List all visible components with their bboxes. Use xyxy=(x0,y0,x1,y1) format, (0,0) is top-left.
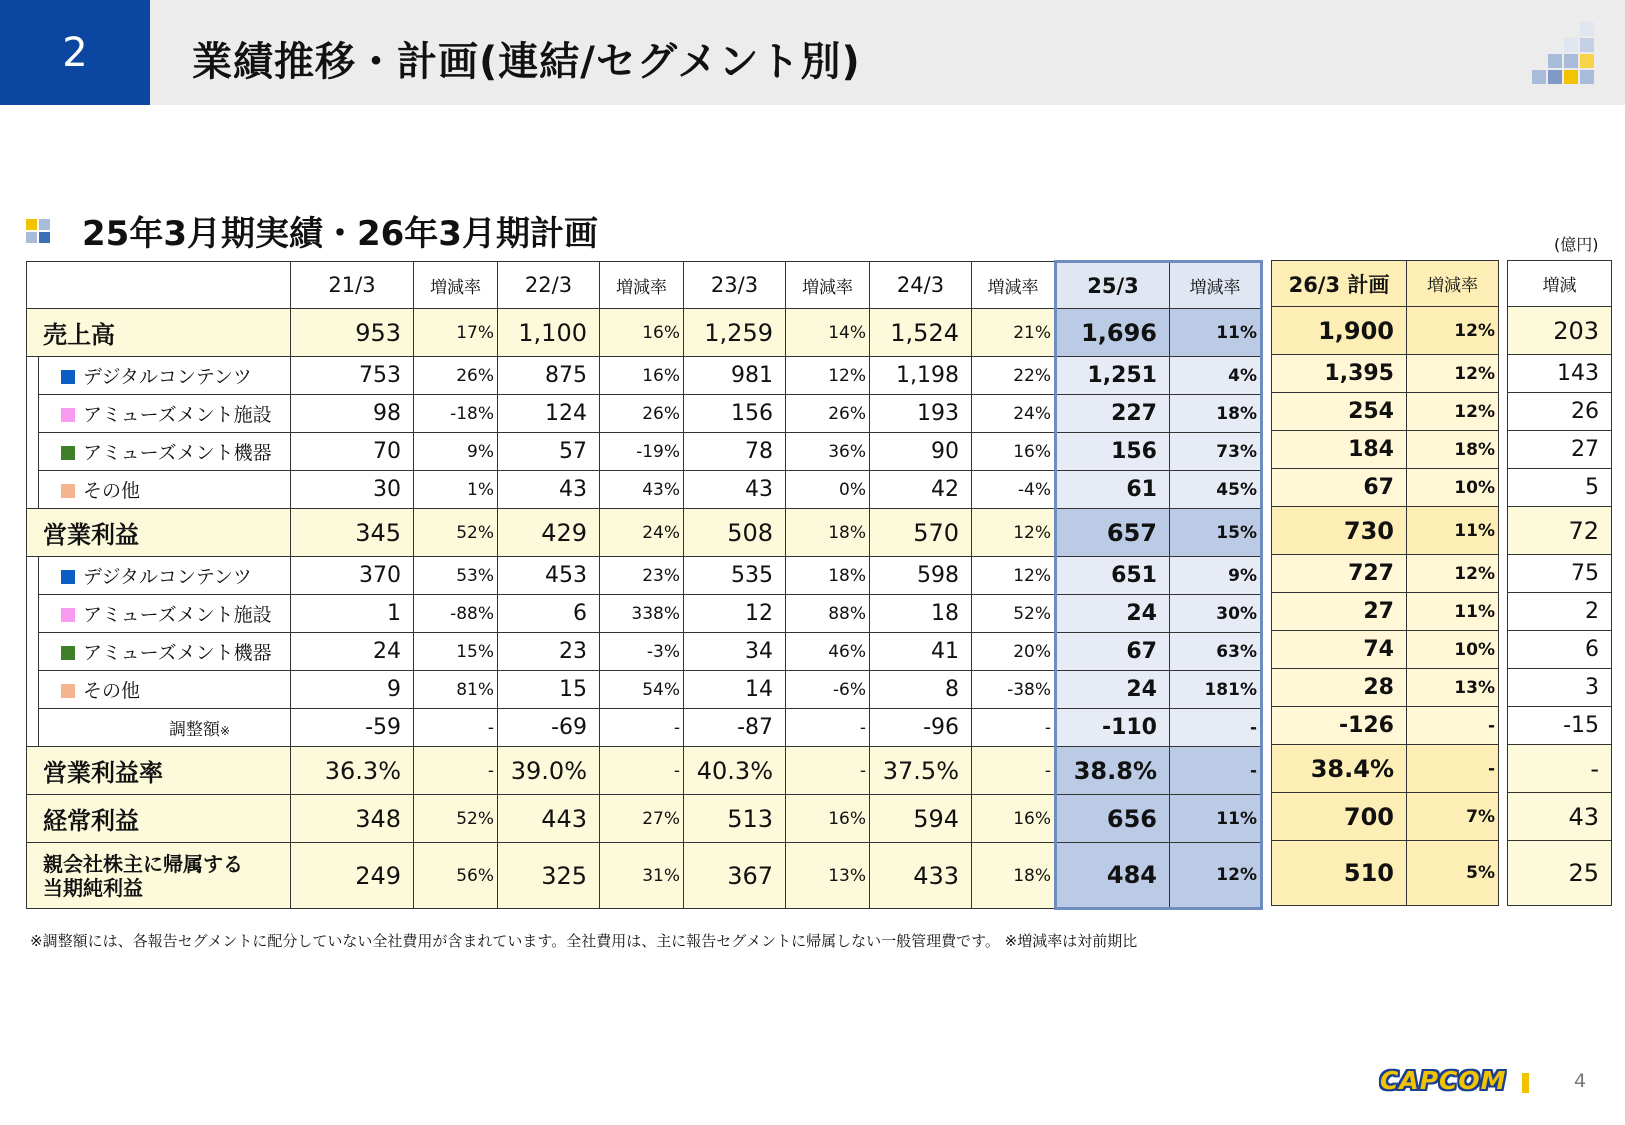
decorative-squares-icon xyxy=(1530,22,1598,92)
rate-cell: 46% xyxy=(786,633,870,671)
rate-cell: 20% xyxy=(972,633,1056,671)
value-cell: 1,198 xyxy=(870,357,972,395)
rate-cell: 15% xyxy=(1170,509,1262,557)
table-row xyxy=(1508,707,1612,745)
value-cell: -69 xyxy=(498,709,600,747)
table-row xyxy=(1508,431,1612,469)
rate-cell: 24% xyxy=(600,509,684,557)
rate-cell: 4% xyxy=(1170,357,1262,395)
table-row xyxy=(1508,393,1612,431)
row-label: その他 xyxy=(39,471,291,509)
value-cell: 249 xyxy=(291,843,414,909)
value-cell: 443 xyxy=(498,795,600,843)
table-row xyxy=(1272,355,1499,393)
segment-color-swatch xyxy=(61,408,75,422)
rate-cell: - xyxy=(786,709,870,747)
rate-cell: -18% xyxy=(414,395,498,433)
rate-cell: 26% xyxy=(600,395,684,433)
diff-cell: 5 xyxy=(1508,469,1612,507)
value-cell: 61 xyxy=(1056,471,1170,509)
table-row xyxy=(1272,707,1499,745)
value-cell: 484 xyxy=(1056,843,1170,909)
rate-cell: 73% xyxy=(1170,433,1262,471)
value-cell: 598 xyxy=(870,557,972,595)
col-header: 23/3 xyxy=(684,262,786,309)
segment-color-swatch xyxy=(61,646,75,660)
segment-color-swatch xyxy=(61,446,75,460)
table-row xyxy=(1272,593,1499,631)
value-cell: 753 xyxy=(291,357,414,395)
value-cell: 429 xyxy=(498,509,600,557)
table-row xyxy=(1272,793,1499,841)
diff-cell: 72 xyxy=(1508,507,1612,555)
value-cell: 41 xyxy=(870,633,972,671)
row-label: その他 xyxy=(39,671,291,709)
value-cell: 78 xyxy=(684,433,786,471)
rate-cell: 88% xyxy=(786,595,870,633)
rate-cell: 16% xyxy=(600,357,684,395)
value-cell: 43 xyxy=(498,471,600,509)
rate-cell: 16% xyxy=(600,309,684,357)
rate-cell: 18% xyxy=(972,843,1056,909)
rate-cell: 181% xyxy=(1170,671,1262,709)
value-cell: -110 xyxy=(1056,709,1170,747)
value-cell: 513 xyxy=(684,795,786,843)
rate-cell: 53% xyxy=(414,557,498,595)
rate-header: 増減率 xyxy=(1407,261,1499,307)
table-row xyxy=(1272,555,1499,593)
diff-table xyxy=(1507,260,1612,906)
value-cell: 453 xyxy=(498,557,600,595)
rate-cell: 81% xyxy=(414,671,498,709)
header-row xyxy=(27,262,1262,309)
row-label: 調整額※ xyxy=(39,709,291,747)
rate-header: 増減率 xyxy=(786,262,870,309)
table-row xyxy=(1508,669,1612,707)
value-cell: 1,524 xyxy=(870,309,972,357)
value-cell: 15 xyxy=(498,671,600,709)
diff-header: 増減 xyxy=(1508,261,1612,307)
value-cell: 23 xyxy=(498,633,600,671)
value-cell: 981 xyxy=(684,357,786,395)
rate-cell: 11% xyxy=(1170,795,1262,843)
plan-value-cell: 510 xyxy=(1272,841,1407,906)
value-cell: 98 xyxy=(291,395,414,433)
section-subtitle: 25年3月期実績・26年3月期計画 xyxy=(82,214,598,254)
rate-cell: - xyxy=(414,709,498,747)
rate-cell: 12% xyxy=(1170,843,1262,909)
value-cell: 38.8% xyxy=(1056,747,1170,795)
section-number: 2 xyxy=(0,0,150,105)
plan-value-cell: 1,900 xyxy=(1272,307,1407,355)
plan-value-cell: 67 xyxy=(1272,469,1407,507)
diff-cell: 75 xyxy=(1508,555,1612,593)
header-corner-cell xyxy=(27,262,291,309)
plan-value-cell: 254 xyxy=(1272,393,1407,431)
rate-cell: 16% xyxy=(972,795,1056,843)
segment-color-swatch xyxy=(61,370,75,384)
value-cell: 37.5% xyxy=(870,747,972,795)
table-row xyxy=(27,471,1262,509)
rate-cell: 16% xyxy=(786,795,870,843)
value-cell: 508 xyxy=(684,509,786,557)
plan-rate-cell: 12% xyxy=(1407,393,1499,431)
rate-cell: 52% xyxy=(414,509,498,557)
diff-cell: - xyxy=(1508,745,1612,793)
row-label: 親会社株主に帰属する 当期純利益 xyxy=(27,843,291,909)
plan-rate-cell: 7% xyxy=(1407,793,1499,841)
rate-cell: 23% xyxy=(600,557,684,595)
rate-cell: 0% xyxy=(786,471,870,509)
value-cell: 570 xyxy=(870,509,972,557)
value-cell: 40.3% xyxy=(684,747,786,795)
plan-table xyxy=(1271,260,1499,906)
rate-cell: 18% xyxy=(786,557,870,595)
value-cell: 370 xyxy=(291,557,414,595)
subtitle-squares-icon xyxy=(26,219,50,243)
table-row xyxy=(1272,393,1499,431)
value-cell: 24 xyxy=(1056,595,1170,633)
rate-cell: 31% xyxy=(600,843,684,909)
value-cell: 67 xyxy=(1056,633,1170,671)
rate-cell: 9% xyxy=(414,433,498,471)
table-row xyxy=(27,309,1262,357)
rate-cell: 15% xyxy=(414,633,498,671)
table-row xyxy=(27,395,1262,433)
value-cell: 14 xyxy=(684,671,786,709)
diff-cell: 26 xyxy=(1508,393,1612,431)
plan-value-cell: -126 xyxy=(1272,707,1407,745)
value-cell: 1,696 xyxy=(1056,309,1170,357)
page-title: 業績推移・計画(連結/セグメント別) xyxy=(192,39,861,85)
rate-cell: 338% xyxy=(600,595,684,633)
table-row xyxy=(1272,631,1499,669)
table-row xyxy=(1272,745,1499,793)
value-cell: 227 xyxy=(1056,395,1170,433)
col-header: 24/3 xyxy=(870,262,972,309)
diff-cell: 6 xyxy=(1508,631,1612,669)
results-table xyxy=(26,260,1263,910)
rate-cell: 52% xyxy=(972,595,1056,633)
value-cell: 345 xyxy=(291,509,414,557)
row-label: アミューズメント施設 xyxy=(39,595,291,633)
diff-cell: 143 xyxy=(1508,355,1612,393)
value-cell: -96 xyxy=(870,709,972,747)
table-row xyxy=(27,557,1262,595)
value-cell: 90 xyxy=(870,433,972,471)
plan-rate-cell: 10% xyxy=(1407,469,1499,507)
value-cell: 70 xyxy=(291,433,414,471)
value-cell: 39.0% xyxy=(498,747,600,795)
row-label: アミューズメント機器 xyxy=(39,633,291,671)
plan-value-cell: 27 xyxy=(1272,593,1407,631)
plan-header: 26/3 計画 xyxy=(1272,261,1407,307)
value-cell: 43 xyxy=(684,471,786,509)
footnote: ※調整額には、各報告セグメントに配分していない全社費用が含まれています。全社費用は、主に報告セグメントに帰属しない一般管理費です。 ※増減率は対前期比 xyxy=(30,932,1138,950)
rate-cell: 11% xyxy=(1170,309,1262,357)
rate-cell: 17% xyxy=(414,309,498,357)
row-label: アミューズメント施設 xyxy=(39,395,291,433)
diff-cell: 43 xyxy=(1508,793,1612,841)
table-row xyxy=(1272,469,1499,507)
rate-header: 増減率 xyxy=(600,262,684,309)
plan-value-cell: 184 xyxy=(1272,431,1407,469)
table-row xyxy=(1508,355,1612,393)
value-cell: 124 xyxy=(498,395,600,433)
row-label: 経常利益 xyxy=(27,795,291,843)
plan-value-cell: 730 xyxy=(1272,507,1407,555)
value-cell: 156 xyxy=(684,395,786,433)
plan-rate-cell: - xyxy=(1407,745,1499,793)
plan-value-cell: 727 xyxy=(1272,555,1407,593)
value-cell: 1 xyxy=(291,595,414,633)
row-label: アミューズメント機器 xyxy=(39,433,291,471)
row-label: デジタルコンテンツ xyxy=(39,557,291,595)
rate-header: 増減率 xyxy=(414,262,498,309)
rate-cell: - xyxy=(600,747,684,795)
value-cell: 9 xyxy=(291,671,414,709)
rate-cell: 9% xyxy=(1170,557,1262,595)
rate-cell: 27% xyxy=(600,795,684,843)
segment-color-swatch xyxy=(61,570,75,584)
header-row xyxy=(1508,261,1612,307)
rate-cell: -6% xyxy=(786,671,870,709)
rate-cell: 18% xyxy=(1170,395,1262,433)
table-row xyxy=(1272,431,1499,469)
value-cell: 34 xyxy=(684,633,786,671)
rate-cell: 36% xyxy=(786,433,870,471)
rate-cell: - xyxy=(600,709,684,747)
plan-rate-cell: 5% xyxy=(1407,841,1499,906)
table-row xyxy=(1508,507,1612,555)
table-row xyxy=(1508,631,1612,669)
table-row xyxy=(27,747,1262,795)
rate-cell: 43% xyxy=(600,471,684,509)
value-cell: 36.3% xyxy=(291,747,414,795)
value-cell: 656 xyxy=(1056,795,1170,843)
rate-cell: -3% xyxy=(600,633,684,671)
rate-header: 増減率 xyxy=(1170,262,1262,309)
table-row xyxy=(1508,745,1612,793)
table-row xyxy=(27,795,1262,843)
value-cell: 24 xyxy=(291,633,414,671)
table-row xyxy=(27,433,1262,471)
table-row xyxy=(27,633,1262,671)
value-cell: -59 xyxy=(291,709,414,747)
rate-cell: 18% xyxy=(786,509,870,557)
value-cell: 42 xyxy=(870,471,972,509)
value-cell: 156 xyxy=(1056,433,1170,471)
table-row xyxy=(1272,669,1499,707)
table-row xyxy=(1508,555,1612,593)
diff-cell: 203 xyxy=(1508,307,1612,355)
rate-cell: 1% xyxy=(414,471,498,509)
value-cell: 875 xyxy=(498,357,600,395)
value-cell: 651 xyxy=(1056,557,1170,595)
table-row xyxy=(1508,307,1612,355)
row-label: 売上高 xyxy=(27,309,291,357)
col-header: 21/3 xyxy=(291,262,414,309)
plan-rate-cell: 12% xyxy=(1407,355,1499,393)
plan-rate-cell: 13% xyxy=(1407,669,1499,707)
value-cell: 953 xyxy=(291,309,414,357)
segment-color-swatch xyxy=(61,608,75,622)
plan-value-cell: 700 xyxy=(1272,793,1407,841)
table-row xyxy=(27,671,1262,709)
unit-label: (億円) xyxy=(1554,235,1599,254)
rate-cell: -4% xyxy=(972,471,1056,509)
rate-cell: 63% xyxy=(1170,633,1262,671)
diff-cell: 2 xyxy=(1508,593,1612,631)
rate-cell: -38% xyxy=(972,671,1056,709)
table-row xyxy=(1272,841,1499,906)
table-row xyxy=(1508,593,1612,631)
rate-cell: - xyxy=(972,709,1056,747)
plan-rate-cell: 11% xyxy=(1407,507,1499,555)
diff-cell: 27 xyxy=(1508,431,1612,469)
value-cell: 348 xyxy=(291,795,414,843)
value-cell: 1,251 xyxy=(1056,357,1170,395)
rate-cell: - xyxy=(414,747,498,795)
rate-cell: 54% xyxy=(600,671,684,709)
value-cell: 594 xyxy=(870,795,972,843)
table-row xyxy=(27,595,1262,633)
plan-value-cell: 28 xyxy=(1272,669,1407,707)
value-cell: -87 xyxy=(684,709,786,747)
value-cell: 30 xyxy=(291,471,414,509)
plan-rate-cell: 11% xyxy=(1407,593,1499,631)
col-header: 22/3 xyxy=(498,262,600,309)
value-cell: 1,100 xyxy=(498,309,600,357)
table-row xyxy=(1508,841,1612,906)
segment-color-swatch xyxy=(61,484,75,498)
rate-cell: 21% xyxy=(972,309,1056,357)
plan-rate-cell: 10% xyxy=(1407,631,1499,669)
plan-value-cell: 74 xyxy=(1272,631,1407,669)
table-row xyxy=(1272,307,1499,355)
value-cell: 367 xyxy=(684,843,786,909)
rate-cell: -88% xyxy=(414,595,498,633)
header-row xyxy=(1272,261,1499,307)
diff-cell: 3 xyxy=(1508,669,1612,707)
rate-cell: - xyxy=(1170,747,1262,795)
value-cell: 433 xyxy=(870,843,972,909)
table-row xyxy=(27,357,1262,395)
table-row xyxy=(27,709,1262,747)
value-cell: 57 xyxy=(498,433,600,471)
diff-cell: 25 xyxy=(1508,841,1612,906)
logo-accent-bar xyxy=(1522,1073,1529,1093)
table-row xyxy=(27,843,1262,909)
rate-cell: 52% xyxy=(414,795,498,843)
table-row xyxy=(1508,469,1612,507)
value-cell: 325 xyxy=(498,843,600,909)
table-row xyxy=(1508,793,1612,841)
row-label: デジタルコンテンツ xyxy=(39,357,291,395)
header-bar xyxy=(0,0,1625,105)
rate-cell: 14% xyxy=(786,309,870,357)
diff-cell: -15 xyxy=(1508,707,1612,745)
rate-cell: - xyxy=(786,747,870,795)
rate-cell: 26% xyxy=(786,395,870,433)
rate-cell: 22% xyxy=(972,357,1056,395)
value-cell: 657 xyxy=(1056,509,1170,557)
capcom-logo: CAPCOM xyxy=(1380,1066,1507,1095)
plan-value-cell: 38.4% xyxy=(1272,745,1407,793)
col-header: 25/3 xyxy=(1056,262,1170,309)
plan-rate-cell: - xyxy=(1407,707,1499,745)
value-cell: 18 xyxy=(870,595,972,633)
plan-rate-cell: 12% xyxy=(1407,555,1499,593)
rate-cell: - xyxy=(1170,709,1262,747)
rate-cell: 13% xyxy=(786,843,870,909)
table-row xyxy=(1272,507,1499,555)
rate-cell: 45% xyxy=(1170,471,1262,509)
value-cell: 8 xyxy=(870,671,972,709)
rate-cell: 12% xyxy=(972,509,1056,557)
plan-rate-cell: 12% xyxy=(1407,307,1499,355)
row-label: 営業利益率 xyxy=(27,747,291,795)
value-cell: 12 xyxy=(684,595,786,633)
page-number: 4 xyxy=(1574,1070,1587,1092)
rate-cell: 56% xyxy=(414,843,498,909)
rate-cell: 30% xyxy=(1170,595,1262,633)
rate-cell: 26% xyxy=(414,357,498,395)
value-cell: 6 xyxy=(498,595,600,633)
rate-cell: - xyxy=(972,747,1056,795)
value-cell: 1,259 xyxy=(684,309,786,357)
value-cell: 193 xyxy=(870,395,972,433)
plan-value-cell: 1,395 xyxy=(1272,355,1407,393)
value-cell: 24 xyxy=(1056,671,1170,709)
table-row xyxy=(27,509,1262,557)
rate-cell: 12% xyxy=(972,557,1056,595)
segment-color-swatch xyxy=(61,684,75,698)
rate-cell: 16% xyxy=(972,433,1056,471)
plan-rate-cell: 18% xyxy=(1407,431,1499,469)
rate-cell: -19% xyxy=(600,433,684,471)
value-cell: 535 xyxy=(684,557,786,595)
row-label: 営業利益 xyxy=(27,509,291,557)
rate-cell: 24% xyxy=(972,395,1056,433)
rate-cell: 12% xyxy=(786,357,870,395)
rate-header: 増減率 xyxy=(972,262,1056,309)
